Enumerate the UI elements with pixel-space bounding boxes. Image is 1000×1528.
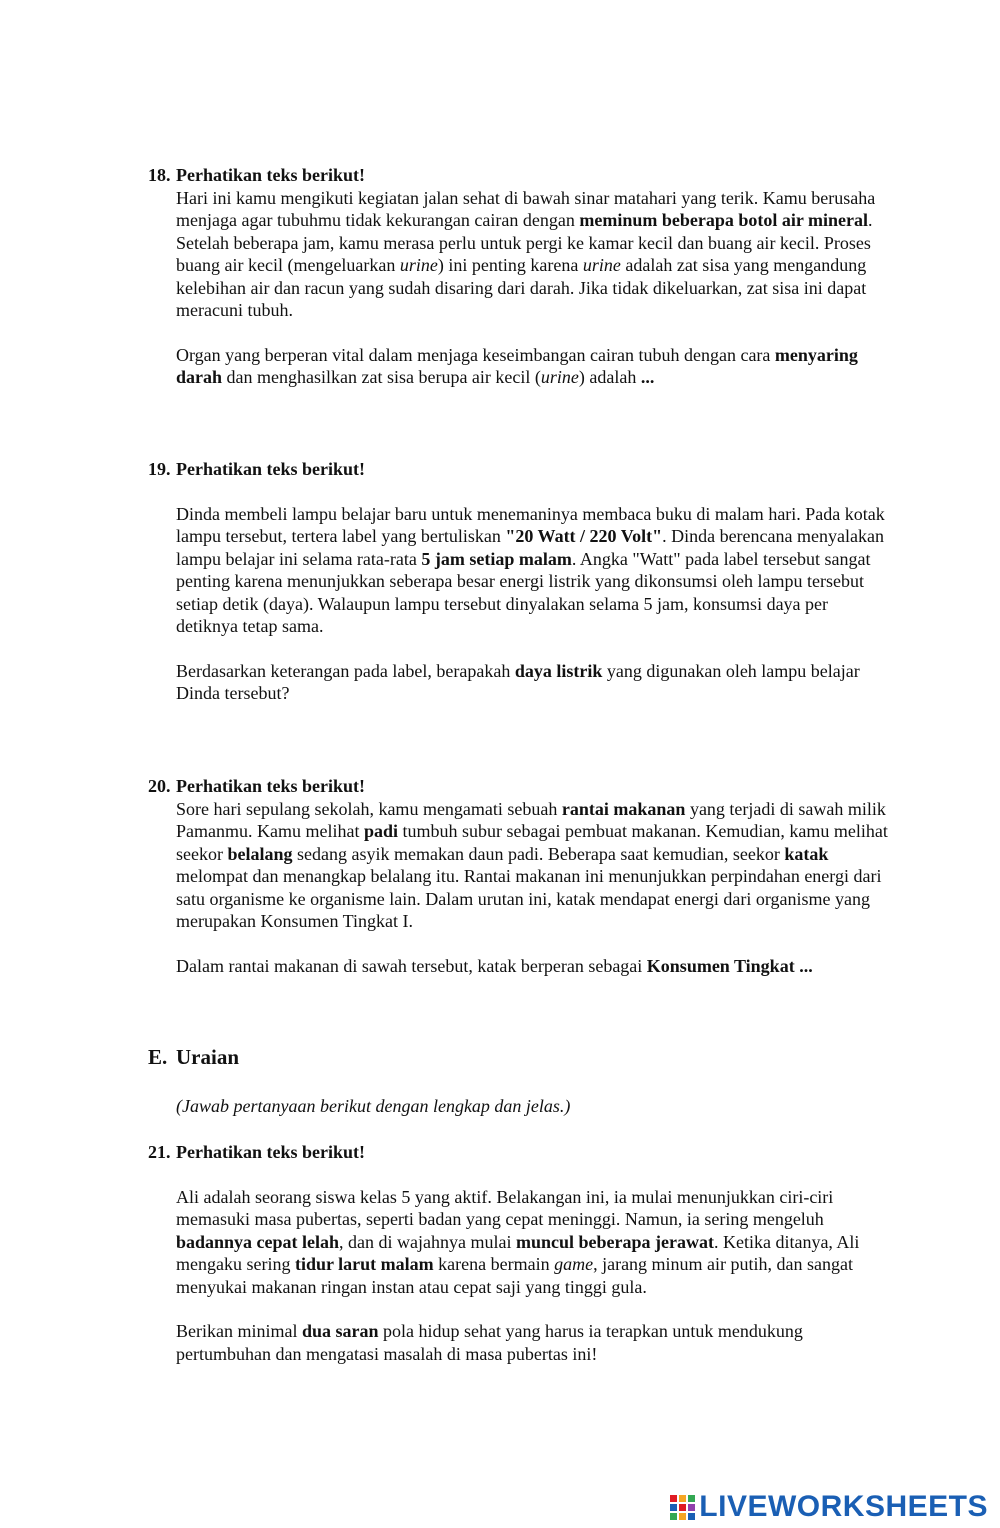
text-run: . Ketika ditanya, Ali mengaku sering	[176, 1231, 860, 1274]
question-prompt	[176, 1320, 888, 1365]
text-run: , jarang minum air putih, dan sangat menyukai makanan ringan instan atau cepat saji yang tinggi gula.	[176, 1254, 854, 1297]
logo-square	[670, 1495, 677, 1502]
question-prompt	[176, 660, 888, 705]
text-run: Dinda membeli lampu belajar baru untuk menemaninya membaca buku di malam hari. Pada kotak lampu tersebut, tertera label yang bertuliskan	[176, 503, 885, 546]
italic-text: game	[554, 1254, 594, 1274]
question-header	[148, 1141, 888, 1164]
text-run: yang terjadi di sawah milik Pamanmu. Kamu melihat	[176, 798, 886, 841]
text-run: Organ yang berperan vital dalam menjaga keseimbangan cairan tubuh dengan cara	[176, 344, 775, 365]
italic-text: urine	[399, 255, 438, 275]
text-run: , dan di wajahnya mulai	[339, 1231, 516, 1252]
logo-square	[688, 1504, 695, 1511]
text-run: ) adalah	[578, 367, 641, 387]
question-prompt	[176, 344, 888, 389]
question-number: 18.	[148, 165, 171, 185]
question-21	[148, 1141, 888, 1365]
logo-grid-icon	[670, 1495, 695, 1520]
question-header	[148, 458, 888, 481]
logo-square	[679, 1495, 686, 1502]
bold-text: daya listrik	[514, 660, 603, 681]
bold-text: badannya cepat lelah	[176, 1231, 340, 1252]
bold-text: belalang	[227, 843, 293, 864]
bold-text: dua saran	[301, 1321, 379, 1341]
logo-square	[679, 1513, 686, 1520]
logo-square	[670, 1513, 677, 1520]
bold-text: meminum beberapa botol air mineral	[579, 210, 868, 230]
bold-text: 5 jam setiap malam	[421, 548, 572, 569]
section-letter: E.	[148, 1045, 168, 1069]
question-20	[148, 775, 888, 977]
section-heading	[148, 1046, 239, 1069]
bold-text: tidur larut malam	[294, 1254, 434, 1274]
bold-text: padi	[363, 821, 398, 841]
logo-square	[688, 1513, 695, 1520]
bold-text: katak	[784, 843, 829, 864]
text-run: . Angka "Watt" pada label tersebut sangat penting karena menunjukkan seberapa besar energi listrik yang dikonsumsi oleh lampu tersebut setiap detik (daya). Walaupun lampu tersebut dinyalakan selama 5 jam, konsumsi daya per detiknya tetap sama.	[176, 548, 871, 636]
logo-square	[670, 1504, 677, 1511]
logo-square	[679, 1504, 686, 1511]
bold-text: rantai makanan	[561, 798, 686, 819]
question-header	[148, 164, 888, 187]
text-run: . Setelah beberapa jam, kamu merasa perlu untuk pergi ke kamar kecil dan buang air kecil. Proses buang air kecil (mengeluarkan	[176, 210, 873, 275]
text-run: Sore hari sepulang sekolah, kamu mengamati sebuah	[176, 798, 562, 819]
question-title: Perhatikan teks berikut!	[176, 165, 365, 185]
question-text	[176, 798, 888, 933]
question-number: 20.	[148, 776, 171, 796]
text-run: Hari ini kamu mengikuti kegiatan jalan sehat di bawah sinar matahari yang terik. Kamu berusaha menjaga agar tubuhmu tidak kekurangan cairan dengan	[176, 187, 876, 230]
text-run: adalah zat sisa yang mengandung kelebihan air dan racun yang sudah disaring dari darah. Jika tidak dikeluarkan, zat sisa ini dapat meracuni tubuh.	[176, 255, 867, 320]
text-run: yang digunakan oleh lampu belajar Dinda tersebut?	[176, 660, 860, 703]
question-text	[176, 187, 888, 322]
question-title: Perhatikan teks berikut!	[176, 776, 365, 796]
text-run: Ali adalah seorang siswa kelas 5 yang aktif. Belakangan ini, ia mulai menunjukkan ciri-ciri memasuki masa pubertas, seperti badan yang cepat meninggi. Namun, ia sering mengeluh	[176, 1186, 834, 1229]
text-run: Dalam rantai makanan di sawah tersebut, katak berperan sebagai	[176, 955, 647, 976]
section-title: Uraian	[176, 1045, 239, 1069]
text-run: pola hidup sehat yang harus ia terapkan untuk mendukung pertumbuhan dan mengatasi masalah di masa pubertas ini!	[176, 1321, 803, 1364]
question-text	[176, 503, 888, 638]
text-run: karena bermain	[433, 1254, 555, 1274]
question-19	[148, 458, 888, 705]
text-run: Berikan minimal	[176, 1321, 302, 1341]
logo-square	[688, 1495, 695, 1502]
question-prompt	[176, 955, 888, 978]
logo-text: LIVEWORKSHEETS	[699, 1490, 988, 1524]
bold-text: ...	[640, 367, 655, 387]
text-run: melompat dan menangkap belalang itu. Rantai makanan ini menunjukkan perpindahan energi dari satu organisme ke organisme lain. Dalam urutan ini, katak mendapat energi dari organisme yang merupakan Konsumen Tingkat I.	[176, 866, 882, 931]
question-title: Perhatikan teks berikut!	[176, 1142, 365, 1162]
text-run: ) ini penting karena	[437, 255, 583, 275]
bold-text: "20 Watt / 220 Volt"	[505, 526, 663, 546]
question-18	[148, 164, 888, 389]
bold-text: Konsumen Tingkat ...	[646, 955, 813, 976]
text-run: Berdasarkan keterangan pada label, berapakah	[176, 660, 515, 681]
italic-text: urine	[582, 255, 621, 275]
section-instruction: (Jawab pertanyaan berikut dengan lengkap dan jelas.)	[176, 1096, 571, 1116]
text-run: tumbuh subur sebagai pembuat makanan. Kemudian, kamu melihat seekor	[176, 821, 888, 864]
question-number: 21.	[148, 1142, 171, 1162]
liveworksheets-logo	[670, 1490, 988, 1524]
text-run: dan menghasilkan zat sisa berupa air kecil (	[222, 367, 541, 387]
question-number: 19.	[148, 459, 171, 479]
text-run: . Dinda berencana menyalakan lampu belajar ini selama rata-rata	[176, 526, 884, 569]
bold-text: menyaring darah	[176, 344, 858, 387]
bold-text: muncul beberapa jerawat	[515, 1231, 714, 1252]
question-title: Perhatikan teks berikut!	[176, 459, 365, 479]
italic-text: urine	[540, 367, 579, 387]
question-text	[176, 1186, 888, 1299]
question-header	[148, 775, 888, 798]
text-run: sedang asyik memakan daun padi. Beberapa saat kemudian, seekor	[292, 843, 785, 864]
